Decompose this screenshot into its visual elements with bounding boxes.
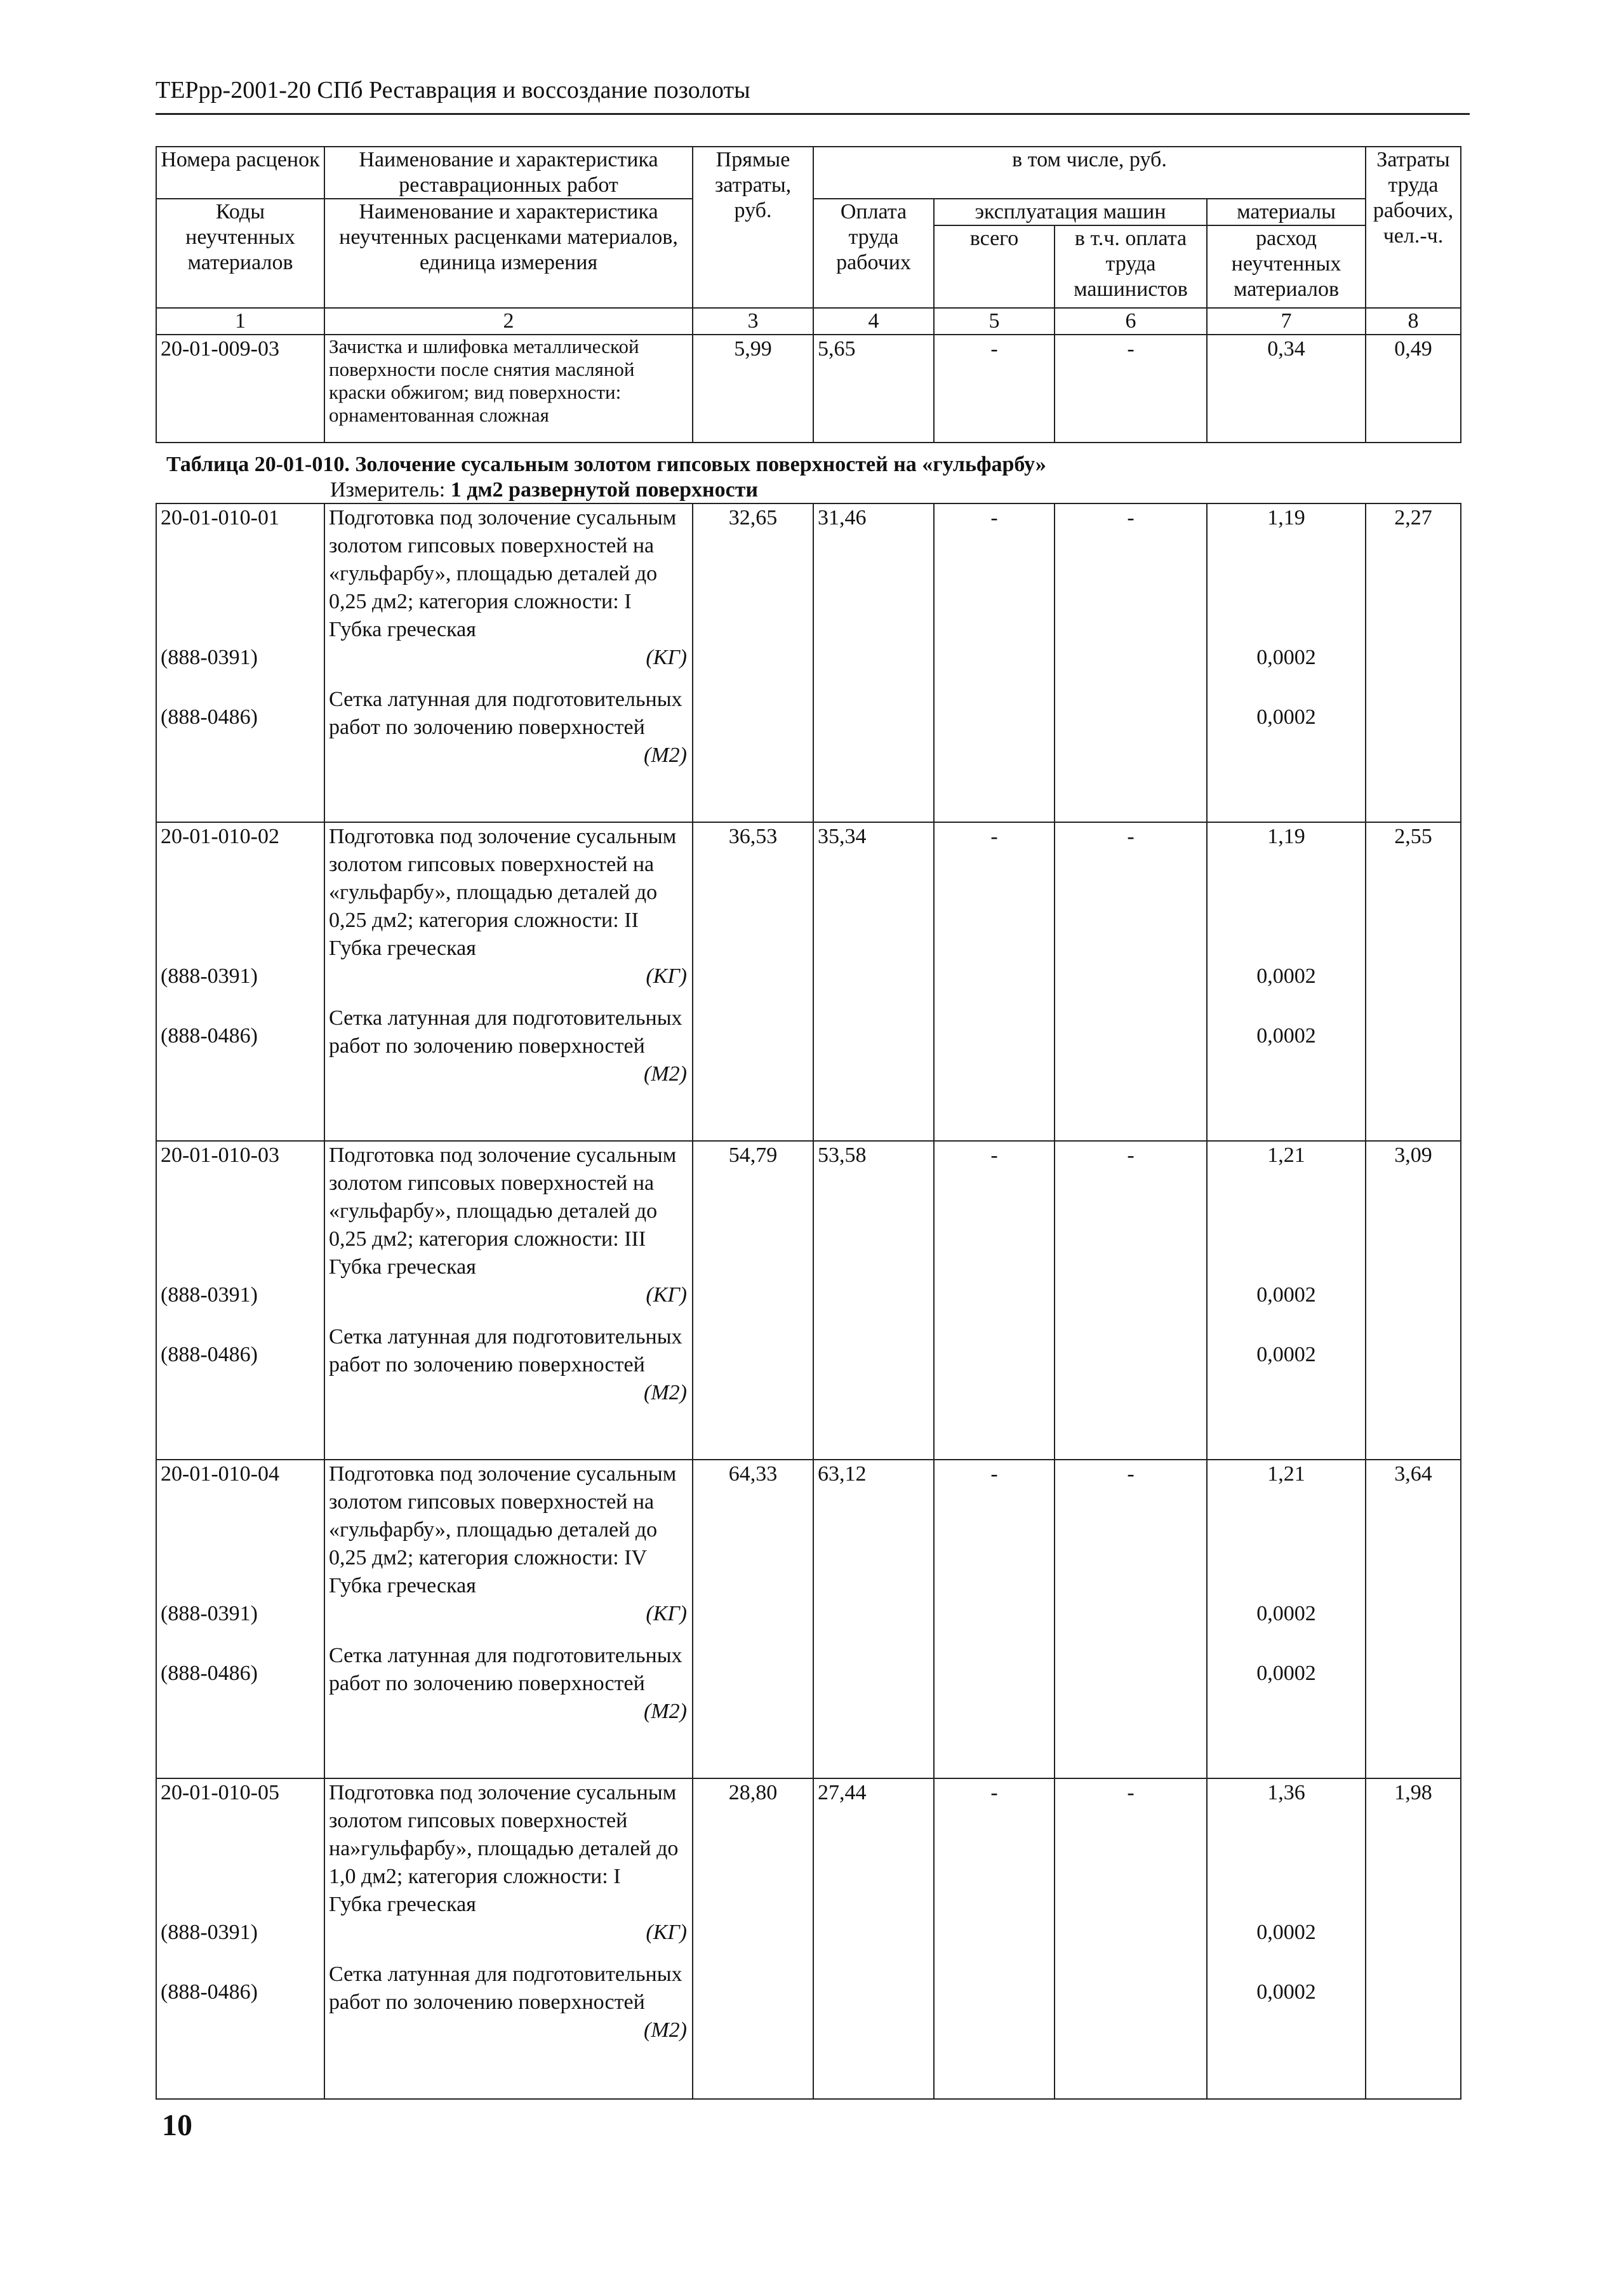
col-number: 4	[813, 308, 934, 335]
material-code: (888-0486)	[161, 1343, 258, 1366]
material-name: Сетка латунная для подготовительных работ по золочению поверхностей	[329, 1962, 682, 2014]
labor-hours: 2,55	[1366, 822, 1461, 1141]
machines-cost: -	[934, 1778, 1055, 2099]
materials-cost-value: 1,19	[1267, 825, 1305, 848]
machinists-cost: -	[1055, 503, 1207, 822]
header-divider	[156, 113, 1470, 115]
table-caption: Таблица 20-01-010. Золочение сусальным золотом гипсовых поверхностей на «гульфарбу»	[166, 453, 1046, 476]
material-qty: 0,0002	[1256, 1921, 1316, 1944]
rate-code	[156, 822, 324, 1141]
col-header-in-total: в том числе, руб.	[813, 147, 1366, 199]
col-header-codes-unaccounted: Коды неучтенных материалов	[156, 199, 324, 308]
material-qty: 0,0002	[1256, 964, 1316, 988]
rate-code-value: 20-01-010-04	[161, 1462, 279, 1486]
materials-cost	[1207, 1460, 1366, 1778]
col-number: 2	[324, 308, 693, 335]
material-qty: 0,0002	[1256, 1024, 1316, 1048]
machines-cost: -	[934, 1460, 1055, 1778]
material-name: Сетка латунная для подготовительных работ по золочению поверхностей	[329, 1644, 682, 1695]
materials-cost	[1207, 1778, 1366, 2099]
col-header-machines-total: всего	[934, 225, 1055, 308]
material-qty: 0,0002	[1256, 1602, 1316, 1625]
material-name: Сетка латунная для подготовительных работ по золочению поверхностей	[329, 1325, 682, 1376]
table-row	[156, 335, 1461, 443]
page-number: 10	[162, 2109, 192, 2142]
labor-cost: 63,12	[813, 1460, 934, 1778]
materials-cost	[1207, 503, 1366, 822]
col-header-codes: Номера расценок	[156, 147, 324, 199]
rate-code: 20-01-009-03	[156, 335, 324, 443]
table-row	[156, 1778, 1461, 2099]
direct-cost: 36,53	[693, 822, 813, 1141]
rate-name-text: Подготовка под золочение сусальным золотом гипсовых поверхностей на»гульфарбу», площадью деталей до 1,0 дм2; категория сложности: I	[329, 1781, 679, 1888]
labor-hours: 3,64	[1366, 1460, 1461, 1778]
labor-cost: 53,58	[813, 1141, 934, 1460]
labor-hours: 3,09	[1366, 1141, 1461, 1460]
material-qty: 0,0002	[1256, 1662, 1316, 1685]
machinists-cost: -	[1055, 1778, 1207, 2099]
direct-cost: 5,99	[693, 335, 813, 443]
col-header-name: Наименование и характеристика реставрационных работ	[324, 147, 693, 199]
rate-name	[324, 822, 693, 1141]
material-unit: (М2)	[644, 1062, 687, 1086]
direct-cost: 64,33	[693, 1460, 813, 1778]
col-number: 5	[934, 308, 1055, 335]
meter-value: 1 дм2 развернутой поверхности	[450, 478, 758, 502]
material-unit: (М2)	[644, 743, 687, 767]
col-number: 8	[1366, 308, 1461, 335]
col-header-direct: Прямые затраты, руб.	[693, 147, 813, 308]
materials-cost	[1207, 1141, 1366, 1460]
rate-name-text: Подготовка под золочение сусальным золотом гипсовых поверхностей на «гульфарбу», площадью деталей до 0,25 дм2; категория сложности: I	[329, 506, 677, 613]
labor-cost: 35,34	[813, 822, 934, 1141]
col-number: 1	[156, 308, 324, 335]
labor-cost: 5,65	[813, 335, 934, 443]
col-header-unaccounted-qty: расход неучтенных материалов	[1207, 225, 1366, 308]
material-code: (888-0391)	[161, 1283, 258, 1307]
material-unit: (КГ)	[646, 1283, 687, 1307]
col-number: 7	[1207, 308, 1366, 335]
material-unit: (М2)	[644, 1700, 687, 1723]
materials-cost	[1207, 822, 1366, 1141]
rate-name-text: Подготовка под золочение сусальным золотом гипсовых поверхностей на «гульфарбу», площадью деталей до 0,25 дм2; категория сложности: IV	[329, 1462, 677, 1569]
rate-name	[324, 1141, 693, 1460]
material-qty: 0,0002	[1256, 705, 1316, 729]
meter-label: Измеритель:	[330, 478, 451, 502]
machinists-cost: -	[1055, 1141, 1207, 1460]
col-header-name-materials: Наименование и характеристика неучтенных расценками материалов, единица измерения	[324, 199, 693, 308]
rate-name	[324, 503, 693, 822]
material-qty: 0,0002	[1256, 1283, 1316, 1307]
material-unit: (М2)	[644, 1381, 687, 1404]
rate-code	[156, 503, 324, 822]
materials-cost: 0,34	[1207, 335, 1366, 443]
material-code: (888-0391)	[161, 964, 258, 988]
rate-code	[156, 1141, 324, 1460]
material-unit: (КГ)	[646, 1602, 687, 1625]
material-code: (888-0486)	[161, 705, 258, 729]
materials-cost-value: 1,19	[1267, 506, 1305, 530]
page-header: ТЕРрр-2001-20 СПб Реставрация и воссоздание позолоты	[156, 77, 750, 103]
table-row	[156, 503, 1461, 822]
rate-code	[156, 1778, 324, 2099]
machinists-cost: -	[1055, 822, 1207, 1141]
material-name: Губка греческая	[329, 1574, 476, 1597]
rate-name	[324, 1460, 693, 1778]
table-row	[156, 1141, 1461, 1460]
labor-hours: 2,27	[1366, 503, 1461, 822]
direct-cost: 54,79	[693, 1141, 813, 1460]
material-code: (888-0486)	[161, 1980, 258, 2004]
rate-code-value: 20-01-010-01	[161, 506, 279, 530]
direct-cost: 28,80	[693, 1778, 813, 2099]
material-name: Сетка латунная для подготовительных работ по золочению поверхностей	[329, 688, 682, 739]
material-name: Сетка латунная для подготовительных работ по золочению поверхностей	[329, 1006, 682, 1058]
direct-cost: 32,65	[693, 503, 813, 822]
material-name: Губка греческая	[329, 1255, 476, 1279]
col-header-machines: эксплуатация машин	[934, 199, 1207, 225]
header-table	[156, 146, 1461, 443]
col-header-hours: Затраты труда рабочих, чел.-ч.	[1366, 147, 1461, 308]
material-qty: 0,0002	[1256, 1343, 1316, 1366]
material-name: Губка греческая	[329, 1893, 476, 1916]
material-code: (888-0391)	[161, 1921, 258, 1944]
col-header-labor: Оплата труда рабочих	[813, 199, 934, 308]
rate-code-value: 20-01-010-03	[161, 1143, 279, 1167]
machinists-cost: -	[1055, 335, 1207, 443]
rates-table	[156, 503, 1461, 2100]
material-qty: 0,0002	[1256, 1980, 1316, 2004]
col-header-materials: материалы	[1207, 199, 1366, 225]
rate-name	[324, 1778, 693, 2099]
materials-cost-value: 1,21	[1267, 1143, 1305, 1167]
labor-cost: 27,44	[813, 1778, 934, 2099]
material-qty: 0,0002	[1256, 646, 1316, 669]
col-number: 6	[1055, 308, 1207, 335]
labor-hours: 1,98	[1366, 1778, 1461, 2099]
machines-cost: -	[934, 822, 1055, 1141]
materials-cost-value: 1,21	[1267, 1462, 1305, 1486]
material-name: Губка греческая	[329, 618, 476, 641]
col-header-machinists: в т.ч. оплата труда машинистов	[1055, 225, 1207, 308]
material-unit: (КГ)	[646, 646, 687, 669]
material-unit: (КГ)	[646, 964, 687, 988]
labor-hours: 0,49	[1366, 335, 1461, 443]
material-name: Губка греческая	[329, 936, 476, 960]
material-code: (888-0486)	[161, 1024, 258, 1048]
rate-name: Зачистка и шлифовка металлической поверхности после снятия масляной краски обжигом; вид поверхности: орнаментованная сложная	[324, 335, 693, 443]
meter-line	[330, 477, 758, 503]
rate-code	[156, 1460, 324, 1778]
material-unit: (М2)	[644, 2018, 687, 2042]
table-row	[156, 822, 1461, 1141]
machines-cost: -	[934, 335, 1055, 443]
materials-cost-value: 1,36	[1267, 1781, 1305, 1804]
rate-code-value: 20-01-010-05	[161, 1781, 279, 1804]
machinists-cost: -	[1055, 1460, 1207, 1778]
rate-code-value: 20-01-010-02	[161, 825, 279, 848]
material-code: (888-0486)	[161, 1662, 258, 1685]
material-unit: (КГ)	[646, 1921, 687, 1944]
table-row	[156, 1460, 1461, 1778]
labor-cost: 31,46	[813, 503, 934, 822]
machines-cost: -	[934, 1141, 1055, 1460]
material-code: (888-0391)	[161, 646, 258, 669]
machines-cost: -	[934, 503, 1055, 822]
rate-name-text: Подготовка под золочение сусальным золотом гипсовых поверхностей на «гульфарбу», площадью деталей до 0,25 дм2; категория сложности: III	[329, 1143, 677, 1251]
col-number: 3	[693, 308, 813, 335]
rate-name-text: Подготовка под золочение сусальным золотом гипсовых поверхностей на «гульфарбу», площадью деталей до 0,25 дм2; категория сложности: II	[329, 825, 677, 932]
material-code: (888-0391)	[161, 1602, 258, 1625]
